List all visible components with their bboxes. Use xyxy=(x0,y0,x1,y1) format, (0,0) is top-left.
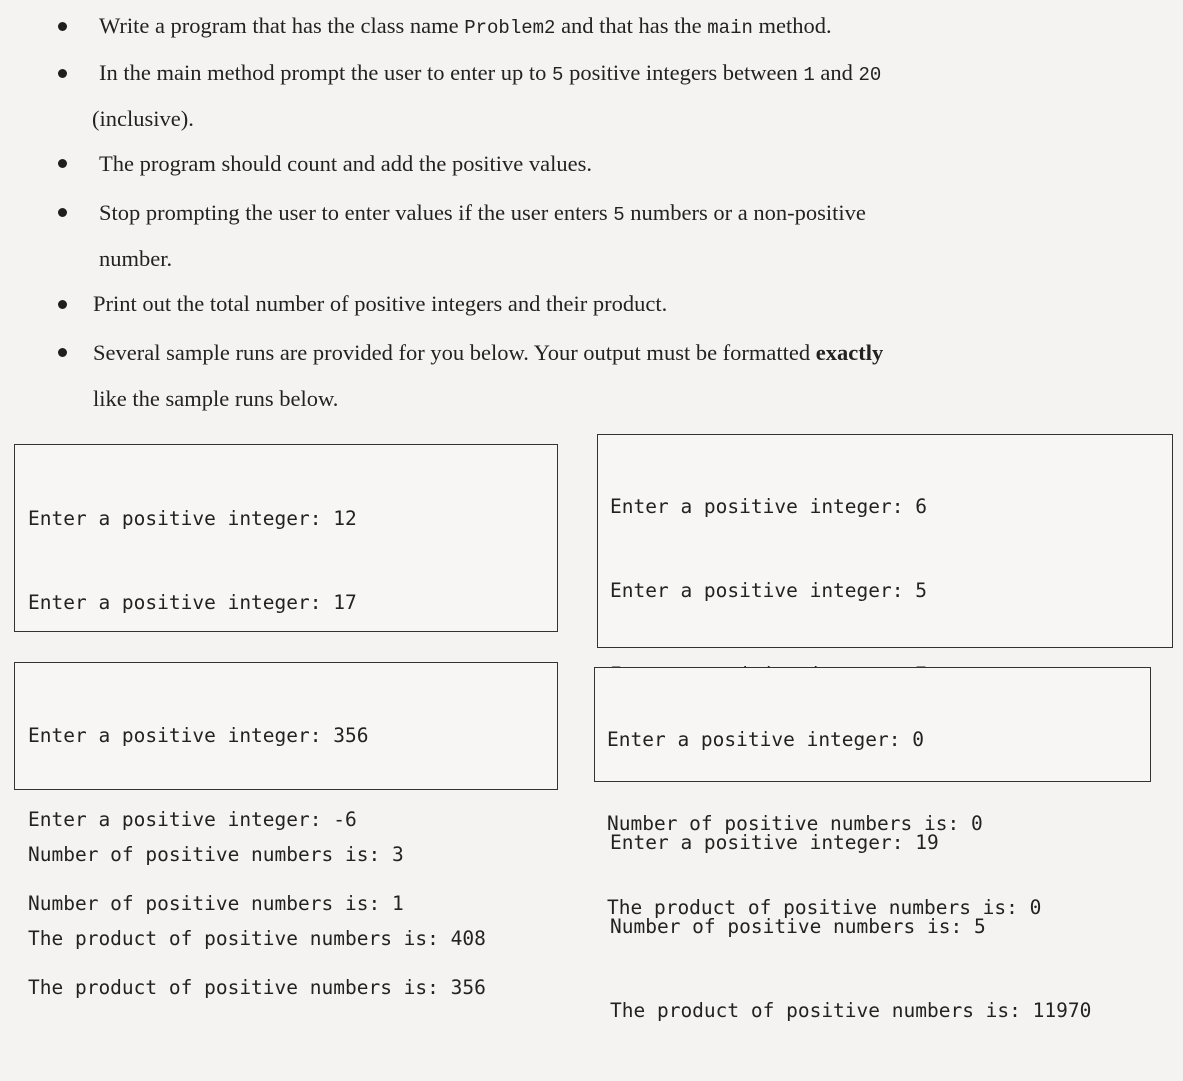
emphasis-text: exactly xyxy=(815,340,884,365)
output-line: The product of positive numbers is: 0 xyxy=(607,896,1042,919)
bullet-2 xyxy=(58,69,67,78)
instruction-text: numbers or a non-positive xyxy=(624,200,866,225)
output-line: Number of positive numbers is: 3 xyxy=(28,843,404,866)
bullet-5 xyxy=(58,300,67,309)
bullet-3 xyxy=(58,159,67,168)
main-code: main xyxy=(707,17,753,39)
instruction-3: The program should count and add the positive values. xyxy=(99,151,593,176)
instruction-text: positive integers between xyxy=(563,60,804,85)
min-code: 1 xyxy=(803,64,815,86)
bullet-1 xyxy=(58,22,67,31)
instruction-text: Several sample runs are provided for you below. Your output must be formatted xyxy=(93,340,816,365)
instruction-text: method. xyxy=(752,13,832,38)
bullet-4 xyxy=(58,208,67,217)
instruction-text: and xyxy=(814,60,859,85)
max-code: 20 xyxy=(858,64,882,86)
output-line: Enter a positive integer: 5 xyxy=(610,579,927,602)
output-line: Enter a positive integer: 12 xyxy=(28,507,357,530)
instruction-4-cont: number. xyxy=(99,246,173,271)
output-line: Enter a positive integer: 17 xyxy=(28,591,357,614)
bullet-6 xyxy=(58,348,67,357)
instruction-text: In the main method prompt the user to enter up to xyxy=(99,60,553,85)
output-line: Enter a positive integer: 0 xyxy=(607,728,924,751)
count-code: 5 xyxy=(613,204,625,226)
output-line: Number of positive numbers is: 0 xyxy=(607,812,983,835)
instruction-text: and that has the xyxy=(555,13,708,38)
output-line: Number of positive numbers is: 5 xyxy=(610,915,986,938)
instruction-5: Print out the total number of positive integers and their product. xyxy=(93,291,668,316)
sample-run-3-lines xyxy=(28,666,557,1058)
instruction-6 xyxy=(93,340,883,366)
output-line: The product of positive numbers is: 356 xyxy=(28,976,486,999)
instruction-1 xyxy=(99,13,832,41)
instruction-4 xyxy=(99,200,866,228)
output-line: Enter a positive integer: 6 xyxy=(610,495,927,518)
instruction-text: Write a program that has the class name xyxy=(99,13,465,38)
output-line: Enter a positive integer: -6 xyxy=(28,808,357,831)
instruction-text: Stop prompting the user to enter values if the user enters xyxy=(99,200,614,225)
output-line: The product of positive numbers is: 11970 xyxy=(610,999,1092,1022)
sample-run-4-lines xyxy=(607,670,1150,978)
output-line: Enter a positive integer: 19 xyxy=(610,831,939,854)
instruction-6-cont: like the sample runs below. xyxy=(93,386,339,411)
count-code: 5 xyxy=(552,64,564,86)
instruction-2 xyxy=(99,60,881,88)
instruction-2-cont: (inclusive). xyxy=(92,106,194,131)
output-line: The product of positive numbers is: 408 xyxy=(28,927,486,950)
class-name-code: Problem2 xyxy=(464,17,556,39)
output-line: Enter a positive integer: 356 xyxy=(28,724,369,747)
output-line: Number of positive numbers is: 1 xyxy=(28,892,404,915)
